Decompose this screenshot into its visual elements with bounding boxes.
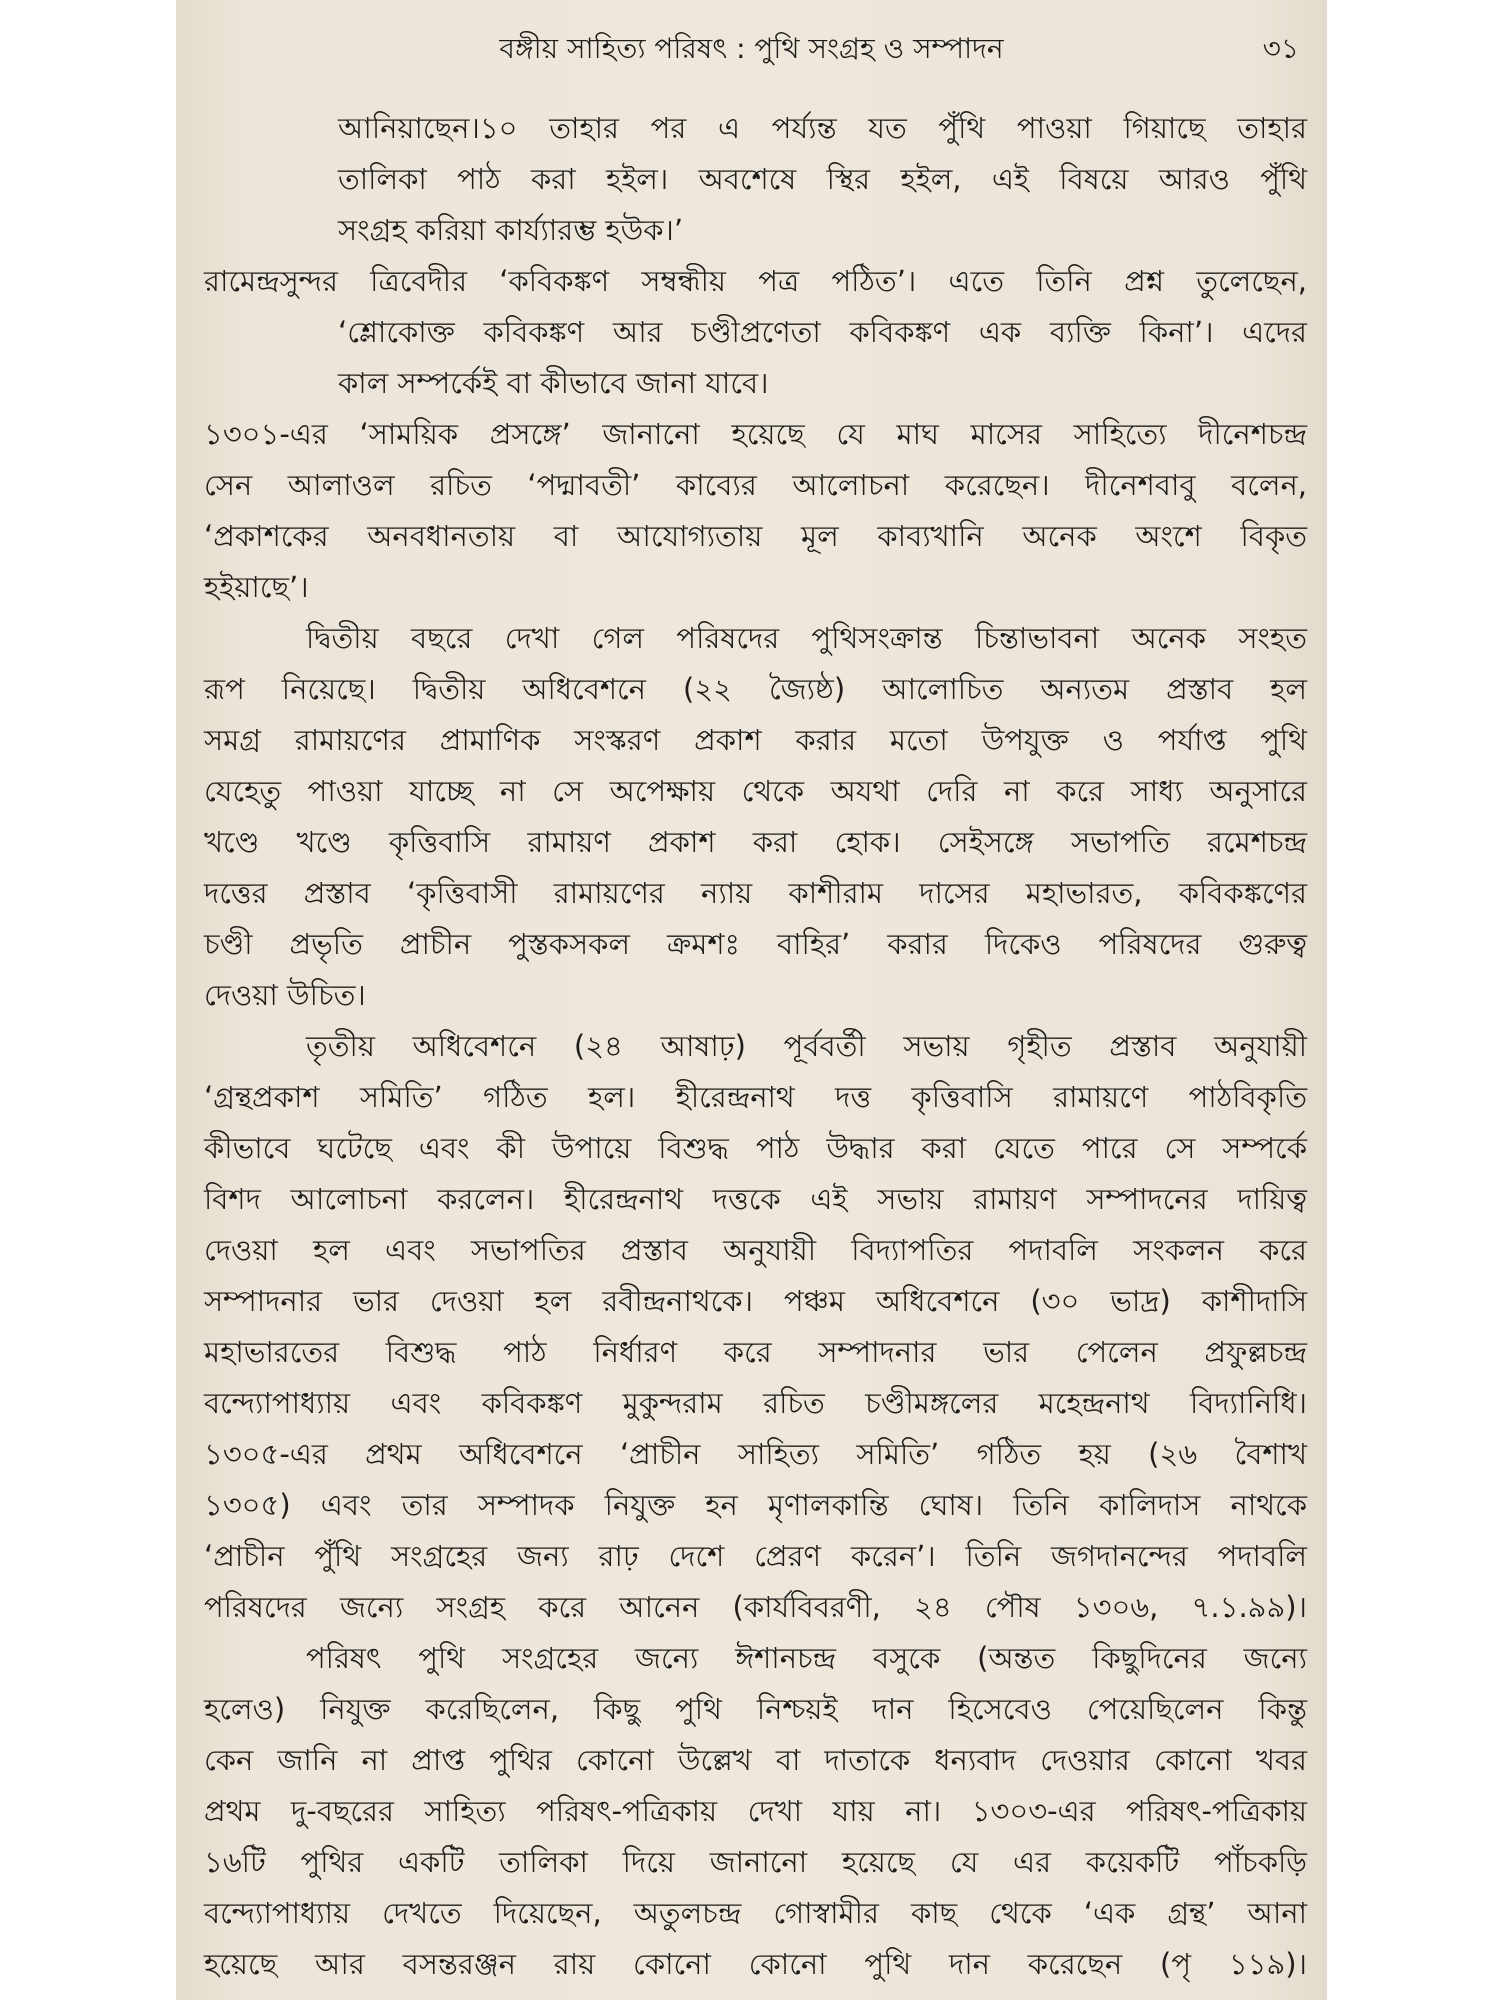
text-line: বিশদ আলোচনা করলেন। হীরেন্দ্রনাথ দত্তকে এই সভায় রামায়ণ সম্পাদনের দায়িত্ব xyxy=(204,1182,1307,1216)
text-line: সমগ্র রামায়ণের প্রামাণিক সংস্করণ প্রকাশ করার মতো উপযুক্ত ও পর্যাপ্ত পুথি xyxy=(204,723,1307,757)
text-line: কেন জানি না প্রাপ্ত পুথির কোনো উল্লেখ বা দাতাকে ধন্যবাদ দেওয়ার কোনো খবর xyxy=(204,1743,1307,1777)
text-line: ১৩০৫) এবং তার সম্পাদক নিযুক্ত হন মৃণালকান্তি ঘোষ। তিনি কালিদাস নাথকে xyxy=(204,1488,1307,1522)
text-line: খণ্ডে খণ্ডে কৃত্তিবাসি রামায়ণ প্রকাশ করা হোক। সেইসঙ্গে সভাপতি রমেশচন্দ্র xyxy=(204,825,1307,859)
text-line: দ্বিতীয় বছরে দেখা গেল পরিষদের পুথিসংক্রান্ত চিন্তাভাবনা অনেক সংহত xyxy=(306,621,1307,655)
text-line: প্রথম দু-বছরের সাহিত্য পরিষৎ-পত্রিকায় দেখা যায় না। ১৩০৩-এর পরিষৎ-পত্রিকায় xyxy=(204,1794,1307,1828)
text-line: ‘শ্লোকোক্ত কবিকঙ্কণ আর চণ্ডীপ্রণেতা কবিকঙ্কণ এক ব্যক্তি কিনা’। এদের xyxy=(338,315,1307,349)
page-header xyxy=(176,24,1327,74)
running-title: বঙ্গীয় সাহিত্য পরিষৎ : পুথি সংগ্রহ ও সম্পাদন xyxy=(499,32,1004,65)
text-line: চণ্ডী প্রভৃতি প্রাচীন পুস্তকসকল ক্রমশঃ বাহির’ করার দিকেও পরিষদের গুরুত্ব xyxy=(204,927,1307,961)
text-line: রূপ নিয়েছে। দ্বিতীয় অধিবেশনে (২২ জ্যৈষ্ঠ) আলোচিত অন্যতম প্রস্তাব হল xyxy=(204,672,1307,706)
text-line: মহাভারতের বিশুদ্ধ পাঠ নির্ধারণ করে সম্পাদনার ভার পেলেন প্রফুল্লচন্দ্র xyxy=(204,1335,1307,1369)
text-line: পরিষৎ পুথি সংগ্রহের জন্যে ঈশানচন্দ্র বসুকে (অন্তত কিছুদিনের জন্যে xyxy=(306,1641,1307,1675)
text-line: ১৩০১-এর ‘সাময়িক প্রসঙ্গে’ জানানো হয়েছে যে মাঘ মাসের সাহিত্যে দীনেশচন্দ্র xyxy=(204,417,1307,451)
text-line: দেওয়া হল এবং সভাপতির প্রস্তাব অনুযায়ী বিদ্যাপতির পদাবলি সংকলন করে xyxy=(204,1233,1307,1267)
text-line: বন্দ্যোপাধ্যায় দেখতে দিয়েছেন, অতুলচন্দ্র গোস্বামীর কাছ থেকে ‘এক গ্রন্থ’ আনা xyxy=(204,1896,1307,1930)
text-line: হইয়াছে’। xyxy=(204,570,309,604)
text-line: দত্তের প্রস্তাব ‘কৃত্তিবাসী রামায়ণের ন্যায় কাশীরাম দাসের মহাভারত, কবিকঙ্কণের xyxy=(204,876,1307,910)
text-line: ১৩০৫-এর প্রথম অধিবেশনে ‘প্রাচীন সাহিত্য সমিতি’ গঠিত হয় (২৬ বৈশাখ xyxy=(204,1437,1307,1471)
text-line: বন্দ্যোপাধ্যায় এবং কবিকঙ্কণ মুকুন্দরাম রচিত চণ্ডীমঙ্গলের মহেন্দ্রনাথ বিদ্যানিধি। xyxy=(204,1386,1307,1420)
text-line: দেওয়া উচিত। xyxy=(204,978,366,1012)
text-line: কীভাবে ঘটেছে এবং কী উপায়ে বিশুদ্ধ পাঠ উদ্ধার করা যেতে পারে সে সম্পর্কে xyxy=(204,1131,1307,1165)
text-line: ‘গ্রন্থপ্রকাশ সমিতি’ গঠিত হল। হীরেন্দ্রনাথ দত্ত কৃত্তিবাসি রামায়ণে পাঠবিকৃতি xyxy=(204,1080,1307,1114)
text-line: সম্পাদনার ভার দেওয়া হল রবীন্দ্রনাথকে। পঞ্চম অধিবেশনে (৩০ ভাদ্র) কাশীদাসি xyxy=(204,1284,1307,1318)
text-line: ‘প্রকাশকের অনবধানতায় বা আযোগ্যতায় মূল কাব্যখানি অনেক অংশে বিকৃত xyxy=(204,519,1307,553)
text-line: তৃতীয় অধিবেশনে (২৪ আষাঢ়) পূর্ববর্তী সভায় গৃহীত প্রস্তাব অনুযায়ী xyxy=(306,1029,1307,1063)
text-line: তালিকা পাঠ করা হইল। অবশেষে স্থির হইল, এই বিষয়ে আরও পুঁথি xyxy=(338,162,1307,196)
text-line: সংগ্রহ করিয়া কার্য্যারম্ভ হউক।’ xyxy=(338,213,684,247)
text-line: যেহেতু পাওয়া যাচ্ছে না সে অপেক্ষায় থেকে অযথা দেরি না করে সাধ্য অনুসারে xyxy=(204,774,1307,808)
text-line: পরিষদের জন্যে সংগ্রহ করে আনেন (কার্যবিবরণী, ২৪ পৌষ ১৩০৬, ৭.১.৯৯)। xyxy=(204,1590,1307,1624)
book-page xyxy=(176,0,1327,2000)
body-text xyxy=(204,103,1307,1990)
text-line: ‘প্রাচীন পুঁথি সংগ্রহের জন্য রাঢ় দেশে প্রেরণ করেন’। তিনি জগদানন্দের পদাবলি xyxy=(204,1539,1307,1573)
text-line: রামেন্দ্রসুন্দর ত্রিবেদীর ‘কবিকঙ্কণ সম্বন্ধীয় পত্র পঠিত’। এতে তিনি প্রশ্ন তুলেছেন, xyxy=(204,264,1307,298)
text-line: সেন আলাওল রচিত ‘পদ্মাবতী’ কাব্যের আলোচনা করেছেন। দীনেশবাবু বলেন, xyxy=(204,468,1307,502)
text-line: কাল সম্পর্কেই বা কীভাবে জানা যাবে। xyxy=(338,366,769,400)
text-line: হয়েছে আর বসন্তরঞ্জন রায় কোনো কোনো পুথি দান করেছেন (পৃ ১১৯)। xyxy=(204,1947,1307,1981)
text-line: ১৬টি পুথির একটি তালিকা দিয়ে জানানো হয়েছে যে এর কয়েকটি পাঁচকড়ি xyxy=(204,1845,1307,1879)
text-line: আনিয়াছেন।১০ তাহার পর এ পর্য্যন্ত যত পুঁথি পাওয়া গিয়াছে তাহার xyxy=(338,111,1307,145)
text-line: হলেও) নিযুক্ত করেছিলেন, কিছু পুথি নিশ্চয়ই দান হিসেবেও পেয়েছিলেন কিন্তু xyxy=(204,1692,1307,1726)
page-number: ৩১ xyxy=(1262,32,1299,65)
